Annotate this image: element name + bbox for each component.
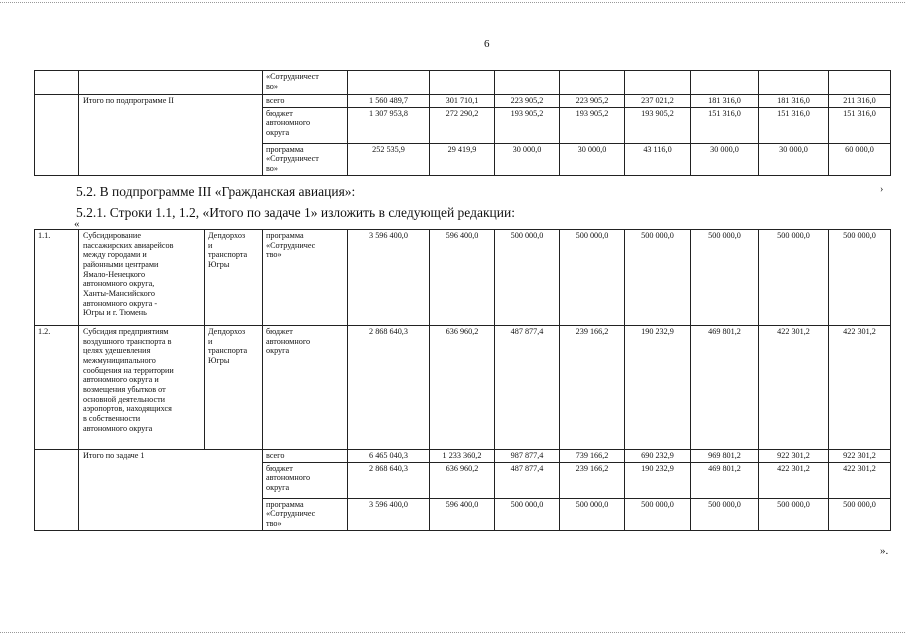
task-1-total [35,450,891,531]
amount-cell: 596 400,0 [430,230,495,326]
amount-cell: 252 535,9 [348,143,430,175]
amount-cell: 30 000,0 [495,143,560,175]
amount-cell: 469 801,2 [691,326,759,450]
amount-cell: 500 000,0 [495,230,560,326]
amount-cell: 1 233 360,2 [430,450,495,463]
subprogram-ii-total [35,95,891,176]
finance-source: бюджет автономного округа [263,462,348,498]
amount-cell: 211 316,0 [829,95,891,108]
margin-mark: › [880,184,884,195]
amount-cell: 922 301,2 [759,450,829,463]
amount-cell: 30 000,0 [759,143,829,175]
amount-cell: 422 301,2 [829,326,891,450]
amount-cell: 500 000,0 [691,498,759,530]
amount-cell: 151 316,0 [759,107,829,143]
table-row [35,95,891,108]
amount-cell: 500 000,0 [560,498,625,530]
close-quote: ». [880,545,889,557]
amount-cell: 2 868 640,3 [348,326,430,450]
finance-source: «Сотрудничест во» [263,71,348,95]
amount-cell: 739 166,2 [560,450,625,463]
amount-cell: 500 000,0 [625,498,691,530]
subsection-heading: 5.2.1. Строки 1.1, 1.2, «Итого по задаче 1» изложить в следующей редакции: [76,205,515,220]
subprogram-iii-table [34,229,891,531]
amount-cell: 272 290,2 [430,107,495,143]
finance-source: программа «Сотрудничес тво» [263,498,348,530]
scan-bottom-edge [0,632,905,633]
amount-cell: 151 316,0 [691,107,759,143]
table-row [35,71,891,95]
amount-cell: 969 801,2 [691,450,759,463]
amount-cell: 29 419,9 [430,143,495,175]
total-label: Итого по подпрограмме II [79,95,263,176]
amount-cell: 500 000,0 [495,498,560,530]
amount-cell: 422 301,2 [759,326,829,450]
finance-source: программа «Сотрудничест во» [263,143,348,175]
open-quote: « [74,218,80,230]
amount-cell: 922 301,2 [829,450,891,463]
finance-source: бюджет автономного округа [263,326,348,450]
amount-cell: 1 560 489,7 [348,95,430,108]
amount-cell: 239 166,2 [560,462,625,498]
amount-cell: 60 000,0 [829,143,891,175]
amount-cell: 223 905,2 [560,95,625,108]
page-number: 6 [484,38,490,50]
amount-cell: 43 116,0 [625,143,691,175]
task-rows [35,230,891,450]
amount-cell: 223 905,2 [495,95,560,108]
executor: Депдорхоз и транспорта Югры [205,326,263,450]
measure-name: Субсидирование пассажирских авиарейсов между городами и районными центрами Ямало-Ненецкого автономного округа, Ханты-Мансийского автономного округа - Югры и г. Тюмень [79,230,205,326]
table-row [35,450,891,463]
amount-cell: 193 905,2 [560,107,625,143]
amount-cell: 469 801,2 [691,462,759,498]
finance-source: всего [263,450,348,463]
amount-cell: 239 166,2 [560,326,625,450]
finance-source: бюджет автономного округа [263,107,348,143]
amount-cell: 500 000,0 [829,498,891,530]
amount-cell: 987 877,4 [495,450,560,463]
amount-cell: 193 905,2 [625,107,691,143]
amount-cell: 181 316,0 [759,95,829,108]
amount-cell: 3 596 400,0 [348,498,430,530]
amount-cell: 636 960,2 [430,462,495,498]
amount-cell: 30 000,0 [560,143,625,175]
amount-cell: 1 307 953,8 [348,107,430,143]
amount-cell: 500 000,0 [560,230,625,326]
scan-top-edge [0,2,905,3]
amount-cell: 636 960,2 [430,326,495,450]
measure-name: Субсидия предприятиям воздушного транспорта в целях удешевления межмуниципального сообщения на территории автономного округа и возмещения убытков от основной деятельности аэропортов, находящихся в собственности автономного округа [79,326,205,450]
amount-cell: 422 301,2 [829,462,891,498]
section-heading: 5.2. В подпрограмме III «Гражданская авиация»: [76,184,356,199]
subprogram-ii-table [34,70,891,176]
finance-source: программа «Сотрудничес тво» [263,230,348,326]
table-row [35,326,891,450]
amount-cell: 500 000,0 [829,230,891,326]
row-number: 1.1. [35,230,79,326]
total-label: Итого по задаче 1 [79,450,263,531]
amount-cell: 500 000,0 [759,230,829,326]
amount-cell: 190 232,9 [625,326,691,450]
amount-cell: 181 316,0 [691,95,759,108]
amount-cell: 151 316,0 [829,107,891,143]
amount-cell: 3 596 400,0 [348,230,430,326]
amount-cell: 30 000,0 [691,143,759,175]
table-row [35,230,891,326]
amount-cell: 500 000,0 [625,230,691,326]
amount-cell: 500 000,0 [759,498,829,530]
amount-cell: 422 301,2 [759,462,829,498]
amount-cell: 596 400,0 [430,498,495,530]
executor: Депдорхоз и транспорта Югры [205,230,263,326]
amount-cell: 500 000,0 [691,230,759,326]
row-number: 1.2. [35,326,79,450]
amount-cell: 487 877,4 [495,326,560,450]
finance-source: всего [263,95,348,108]
amount-cell: 301 710,1 [430,95,495,108]
amount-cell: 237 021,2 [625,95,691,108]
amount-cell: 690 232,9 [625,450,691,463]
amount-cell: 2 868 640,3 [348,462,430,498]
amount-cell: 193 905,2 [495,107,560,143]
amount-cell: 487 877,4 [495,462,560,498]
amount-cell: 190 232,9 [625,462,691,498]
amount-cell: 6 465 040,3 [348,450,430,463]
